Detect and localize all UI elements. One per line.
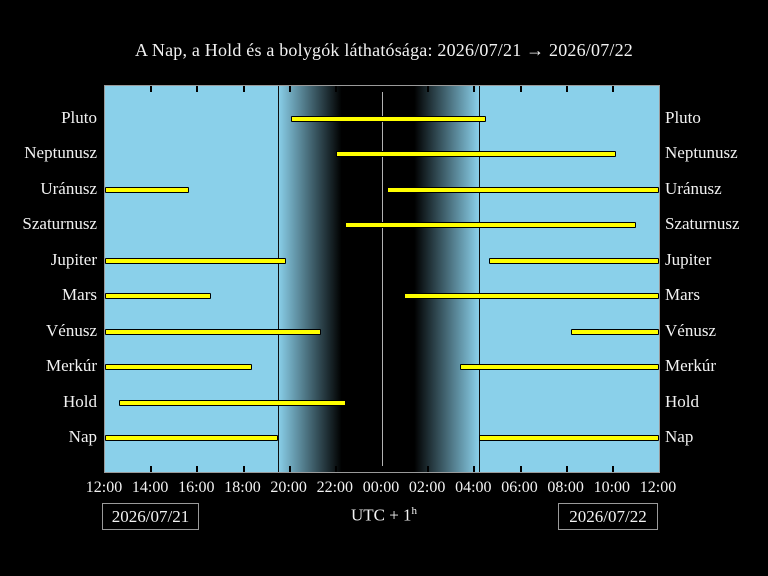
axis-tick-bottom — [520, 466, 522, 472]
time-tick-label: 10:00 — [593, 479, 631, 496]
axis-tick-top — [566, 86, 568, 92]
visibility-bar-merkúr — [105, 364, 252, 370]
time-tick-label: 14:00 — [131, 479, 169, 496]
time-tick-label: 08:00 — [547, 479, 584, 496]
time-tick-label: 06:00 — [501, 479, 538, 496]
axis-tick-bottom — [243, 466, 245, 472]
planet-label-left-hold: Hold — [63, 391, 97, 411]
visibility-bar-mars — [105, 293, 211, 299]
time-tick-label: 00:00 — [362, 479, 400, 496]
timezone-label-text: UTC + 1 — [350, 505, 412, 525]
time-tick-label: 20:00 — [270, 479, 307, 496]
planet-label-right-jupiter: Jupiter — [665, 249, 712, 269]
axis-tick-bottom — [289, 466, 291, 472]
axis-tick-top — [335, 86, 337, 92]
planet-label-left-pluto: Pluto — [61, 107, 97, 127]
time-tick-label: 18:00 — [224, 479, 261, 496]
planet-label-right-nap: Nap — [665, 427, 694, 446]
time-tick-label: 04:00 — [455, 479, 492, 496]
plot-area — [104, 85, 660, 473]
visibility-bar-nap — [105, 435, 278, 441]
axis-tick-top — [289, 86, 291, 92]
planet-label-left-uránusz: Uránusz — [40, 178, 97, 198]
visibility-bar-hold — [119, 400, 346, 406]
visibility-bar-pluto — [291, 116, 486, 122]
time-tick-label: 22:00 — [316, 479, 354, 496]
axis-tick-bottom — [150, 466, 152, 472]
visibility-bar-jupiter — [489, 258, 659, 264]
planet-label-right-vénusz: Vénusz — [665, 320, 716, 340]
planet-label-right-mars: Mars — [665, 285, 700, 304]
axis-tick-top — [381, 86, 383, 92]
axis-tick-top — [520, 86, 522, 92]
axis-tick-bottom — [473, 466, 475, 472]
planet-label-right-uránusz: Uránusz — [665, 178, 722, 198]
axis-tick-top — [196, 86, 198, 92]
axis-tick-top — [150, 86, 152, 92]
sunrise-line — [479, 86, 480, 472]
planet-label-left-vénusz: Vénusz — [46, 320, 97, 340]
time-tick-label: 02:00 — [408, 479, 446, 496]
visibility-bar-neptunusz — [336, 151, 616, 157]
timezone-label-superscript: h — [411, 505, 418, 517]
axis-tick-bottom — [381, 466, 383, 472]
visibility-bar-szaturnusz — [345, 222, 636, 228]
time-tick-label: 12:00 — [85, 479, 123, 496]
date-box-start: 2026/07/21 — [102, 503, 199, 530]
axis-tick-top — [612, 86, 614, 92]
planet-label-left-neptunusz: Neptunusz — [24, 143, 97, 162]
midnight-line — [382, 86, 383, 472]
timezone-label — [304, 505, 464, 526]
visibility-bar-jupiter — [105, 258, 286, 264]
axis-tick-bottom — [196, 466, 198, 472]
planet-label-right-pluto: Pluto — [665, 107, 701, 127]
visibility-bar-nap — [479, 435, 659, 441]
chart-title: A Nap, a Hold és a bolygók láthatósága: 2026/07/21 → 2026/07/22 — [134, 40, 634, 60]
axis-tick-bottom — [612, 466, 614, 472]
time-tick-label: 12:00 — [639, 479, 677, 496]
axis-tick-top — [473, 86, 475, 92]
planet-label-right-szaturnusz: Szaturnusz — [665, 214, 740, 233]
planet-label-right-hold: Hold — [665, 391, 699, 411]
axis-tick-bottom — [427, 466, 429, 472]
planet-label-right-neptunusz: Neptunusz — [665, 143, 738, 162]
planet-label-left-mars: Mars — [62, 285, 97, 304]
visibility-bar-mars — [404, 293, 659, 299]
visibility-bar-merkúr — [460, 364, 659, 370]
planet-label-right-merkúr: Merkúr — [665, 356, 716, 375]
planet-label-left-nap: Nap — [68, 427, 97, 446]
visibility-bar-vénusz — [105, 329, 321, 335]
sunset-line — [278, 86, 279, 472]
date-box-end: 2026/07/22 — [558, 503, 658, 530]
planet-label-left-szaturnusz: Szaturnusz — [22, 214, 97, 233]
axis-tick-top — [243, 86, 245, 92]
visibility-bar-uránusz — [387, 187, 659, 193]
planet-label-left-jupiter: Jupiter — [50, 249, 97, 269]
planet-label-left-merkúr: Merkúr — [46, 356, 97, 375]
time-tick-label: 16:00 — [178, 479, 215, 496]
axis-tick-bottom — [335, 466, 337, 472]
axis-tick-bottom — [566, 466, 568, 472]
visibility-bar-uránusz — [105, 187, 189, 193]
axis-tick-top — [427, 86, 429, 92]
visibility-bar-vénusz — [571, 329, 659, 335]
